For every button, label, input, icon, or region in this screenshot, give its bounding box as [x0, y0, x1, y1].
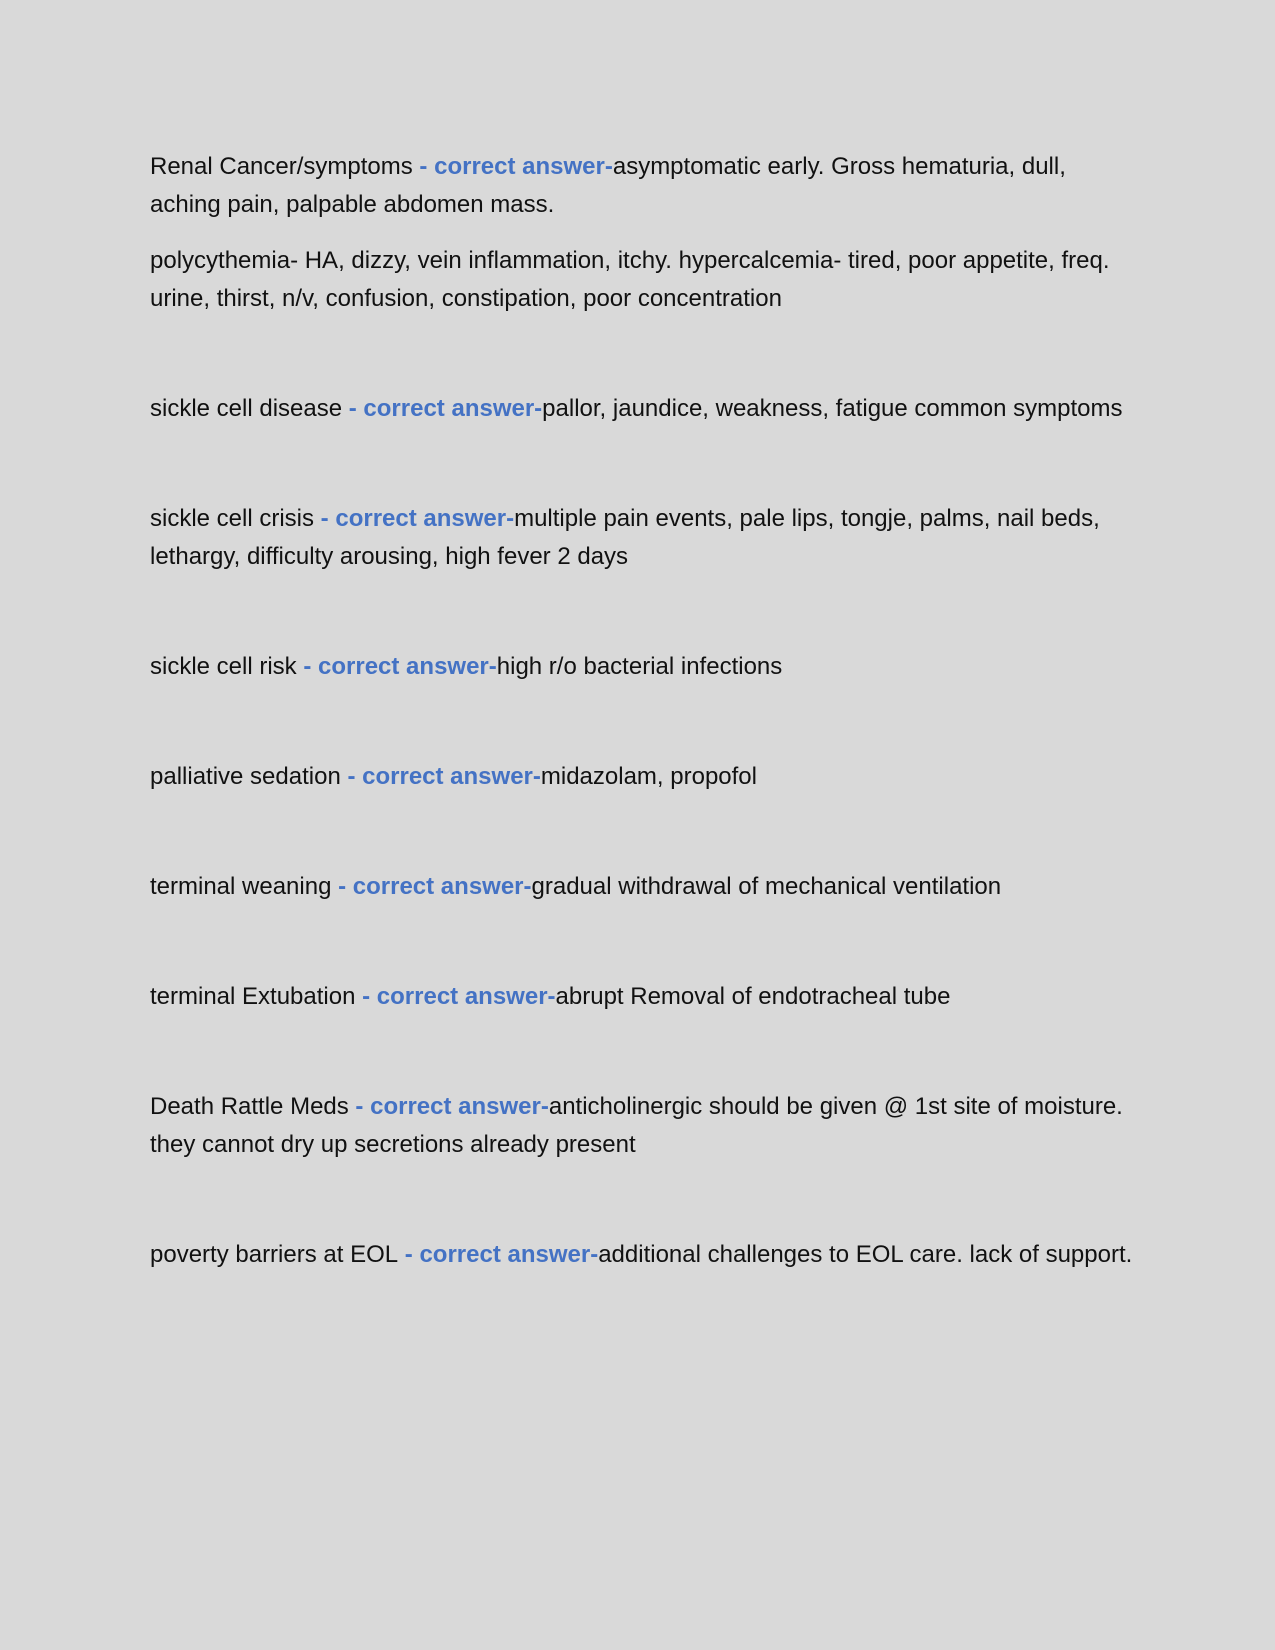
flashcard-question: poverty barriers at EOL	[150, 1241, 399, 1268]
correct-answer-separator: - correct answer-	[412, 153, 613, 180]
correct-answer-separator: - correct answer-	[340, 763, 541, 790]
flashcard	[150, 648, 1135, 686]
flashcard-list	[150, 148, 1135, 1346]
flashcard-question: palliative sedation	[150, 763, 341, 790]
correct-answer-separator: - correct answer-	[342, 395, 543, 422]
flashcard	[150, 500, 1135, 576]
flashcard-question: sickle cell disease	[150, 395, 343, 422]
correct-answer-separator: - correct answer-	[398, 1241, 599, 1268]
flashcard	[150, 978, 1135, 1016]
flashcard	[150, 390, 1135, 428]
flashcard	[150, 758, 1135, 796]
flashcard	[150, 868, 1135, 906]
flashcard-answer-continued: polycythemia- HA, dizzy, vein inflammation, itchy. hypercalcemia- tired, poor appetite, freq. urine, thirst, n/v, confusion, constipation, poor concentration	[150, 247, 1110, 312]
flashcard-answer: additional challenges to EOL care. lack of support.	[598, 1241, 1133, 1268]
flashcard-answer: anticholinergic should be given @ 1st site of moisture. they cannot dry up secretions already present	[150, 1093, 1123, 1158]
correct-answer-separator: - correct answer-	[296, 653, 497, 680]
flashcard-answer: abrupt Removal of endotracheal tube	[555, 983, 951, 1010]
flashcard-question: sickle cell crisis	[150, 505, 315, 532]
flashcard-question: sickle cell risk	[150, 653, 297, 680]
flashcard-question: Death Rattle Meds	[150, 1093, 349, 1120]
flashcard-question: terminal Extubation	[150, 983, 356, 1010]
flashcard-question: terminal weaning	[150, 873, 332, 900]
correct-answer-separator: - correct answer-	[331, 873, 532, 900]
flashcard-answer: high r/o bacterial infections	[496, 653, 783, 680]
flashcard	[150, 1236, 1135, 1274]
flashcard-question: Renal Cancer/symptoms	[150, 153, 413, 180]
flashcard	[150, 148, 1135, 318]
flashcard-answer: midazolam, propofol	[540, 763, 757, 790]
correct-answer-separator: - correct answer-	[348, 1093, 549, 1120]
correct-answer-separator: - correct answer-	[314, 505, 515, 532]
flashcard-answer: gradual withdrawal of mechanical ventilation	[531, 873, 1002, 900]
flashcard-answer: multiple pain events, pale lips, tongje, palms, nail beds, lethargy, difficulty arousing, high fever 2 days	[150, 505, 1100, 570]
flashcard-answer: pallor, jaundice, weakness, fatigue common symptoms	[542, 395, 1123, 422]
correct-answer-separator: - correct answer-	[355, 983, 556, 1010]
flashcard-answer: asymptomatic early. Gross hematuria, dull, aching pain, palpable abdomen mass.	[150, 153, 1066, 218]
flashcard	[150, 1088, 1135, 1164]
